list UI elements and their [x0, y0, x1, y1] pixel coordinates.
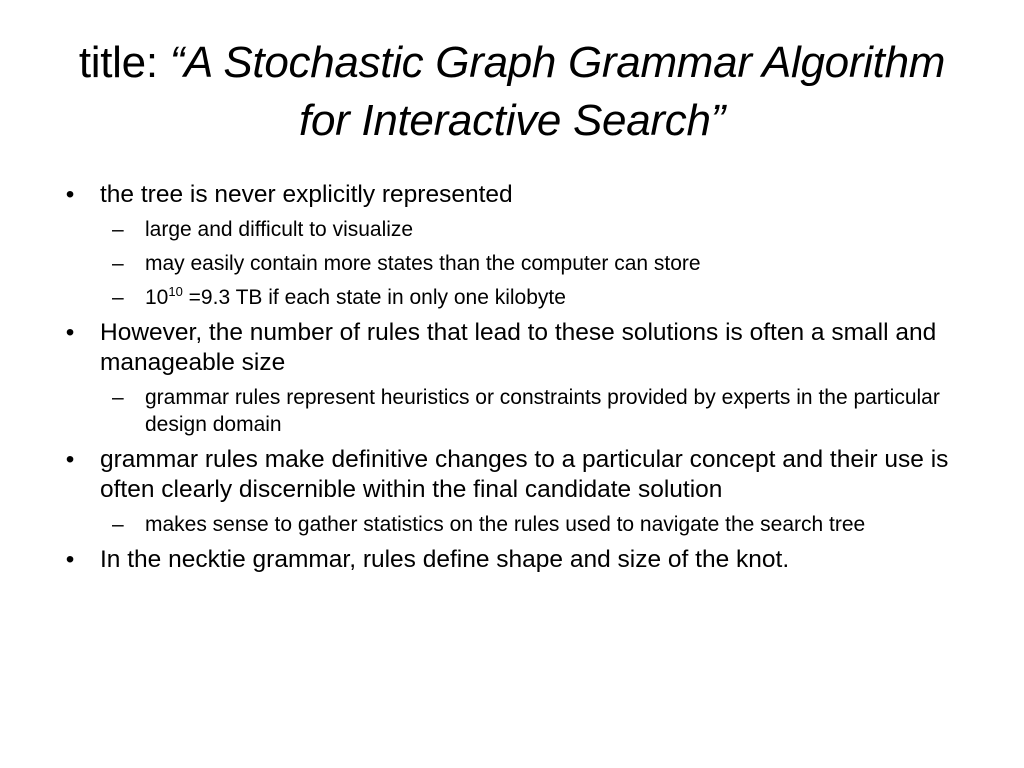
title-paper-name: “A Stochastic Graph Grammar Algorithm for Interactive Search”: [169, 38, 946, 145]
bullet-text: the tree is never explicitly represented: [100, 181, 513, 208]
sub-bullet-text: makes sense to gather statistics on the rules used to navigate the search tree: [145, 513, 866, 536]
bullet-marker: •: [65, 181, 75, 208]
sub-bullet-text: [145, 286, 566, 309]
sub-bullet-item: [60, 384, 960, 438]
bullet-item: [60, 445, 960, 505]
power-base: 10: [145, 286, 169, 309]
slide-title: [60, 34, 964, 150]
sub-bullet-item: [60, 250, 960, 277]
dash-marker: –: [112, 286, 124, 309]
sub-bullet-text: grammar rules represent heuristics or constraints provided by experts in the particular design domain: [145, 386, 940, 436]
dash-marker: –: [112, 252, 124, 275]
bullet-item: [60, 318, 960, 378]
bullet-item: [60, 545, 960, 575]
bullet-text: However, the number of rules that lead to these solutions is often a small and manageable size: [100, 319, 937, 376]
bullet-marker: •: [65, 446, 75, 473]
dash-marker: –: [112, 513, 124, 536]
sub-bullet-text: may easily contain more states than the computer can store: [145, 252, 701, 275]
bullet-item: [60, 180, 960, 210]
sub-bullet-item: [60, 284, 960, 311]
slide-body: [60, 180, 960, 581]
sub-bullet-item: [60, 216, 960, 243]
power-rest: =9.3 TB if each state in only one kilobyte: [182, 286, 566, 309]
title-prefix: title:: [78, 38, 170, 87]
power-exponent: 10: [168, 284, 183, 299]
bullet-text: grammar rules make definitive changes to a particular concept and their use is often clearly discernible within the final candidate solution: [100, 446, 949, 503]
sub-bullet-text: large and difficult to visualize: [145, 218, 414, 241]
bullet-marker: •: [65, 319, 75, 346]
bullet-marker: •: [65, 546, 75, 573]
dash-marker: –: [112, 218, 124, 241]
dash-marker: –: [112, 386, 124, 409]
bullet-text: In the necktie grammar, rules define shape and size of the knot.: [100, 546, 790, 573]
sub-bullet-item: [60, 511, 960, 538]
